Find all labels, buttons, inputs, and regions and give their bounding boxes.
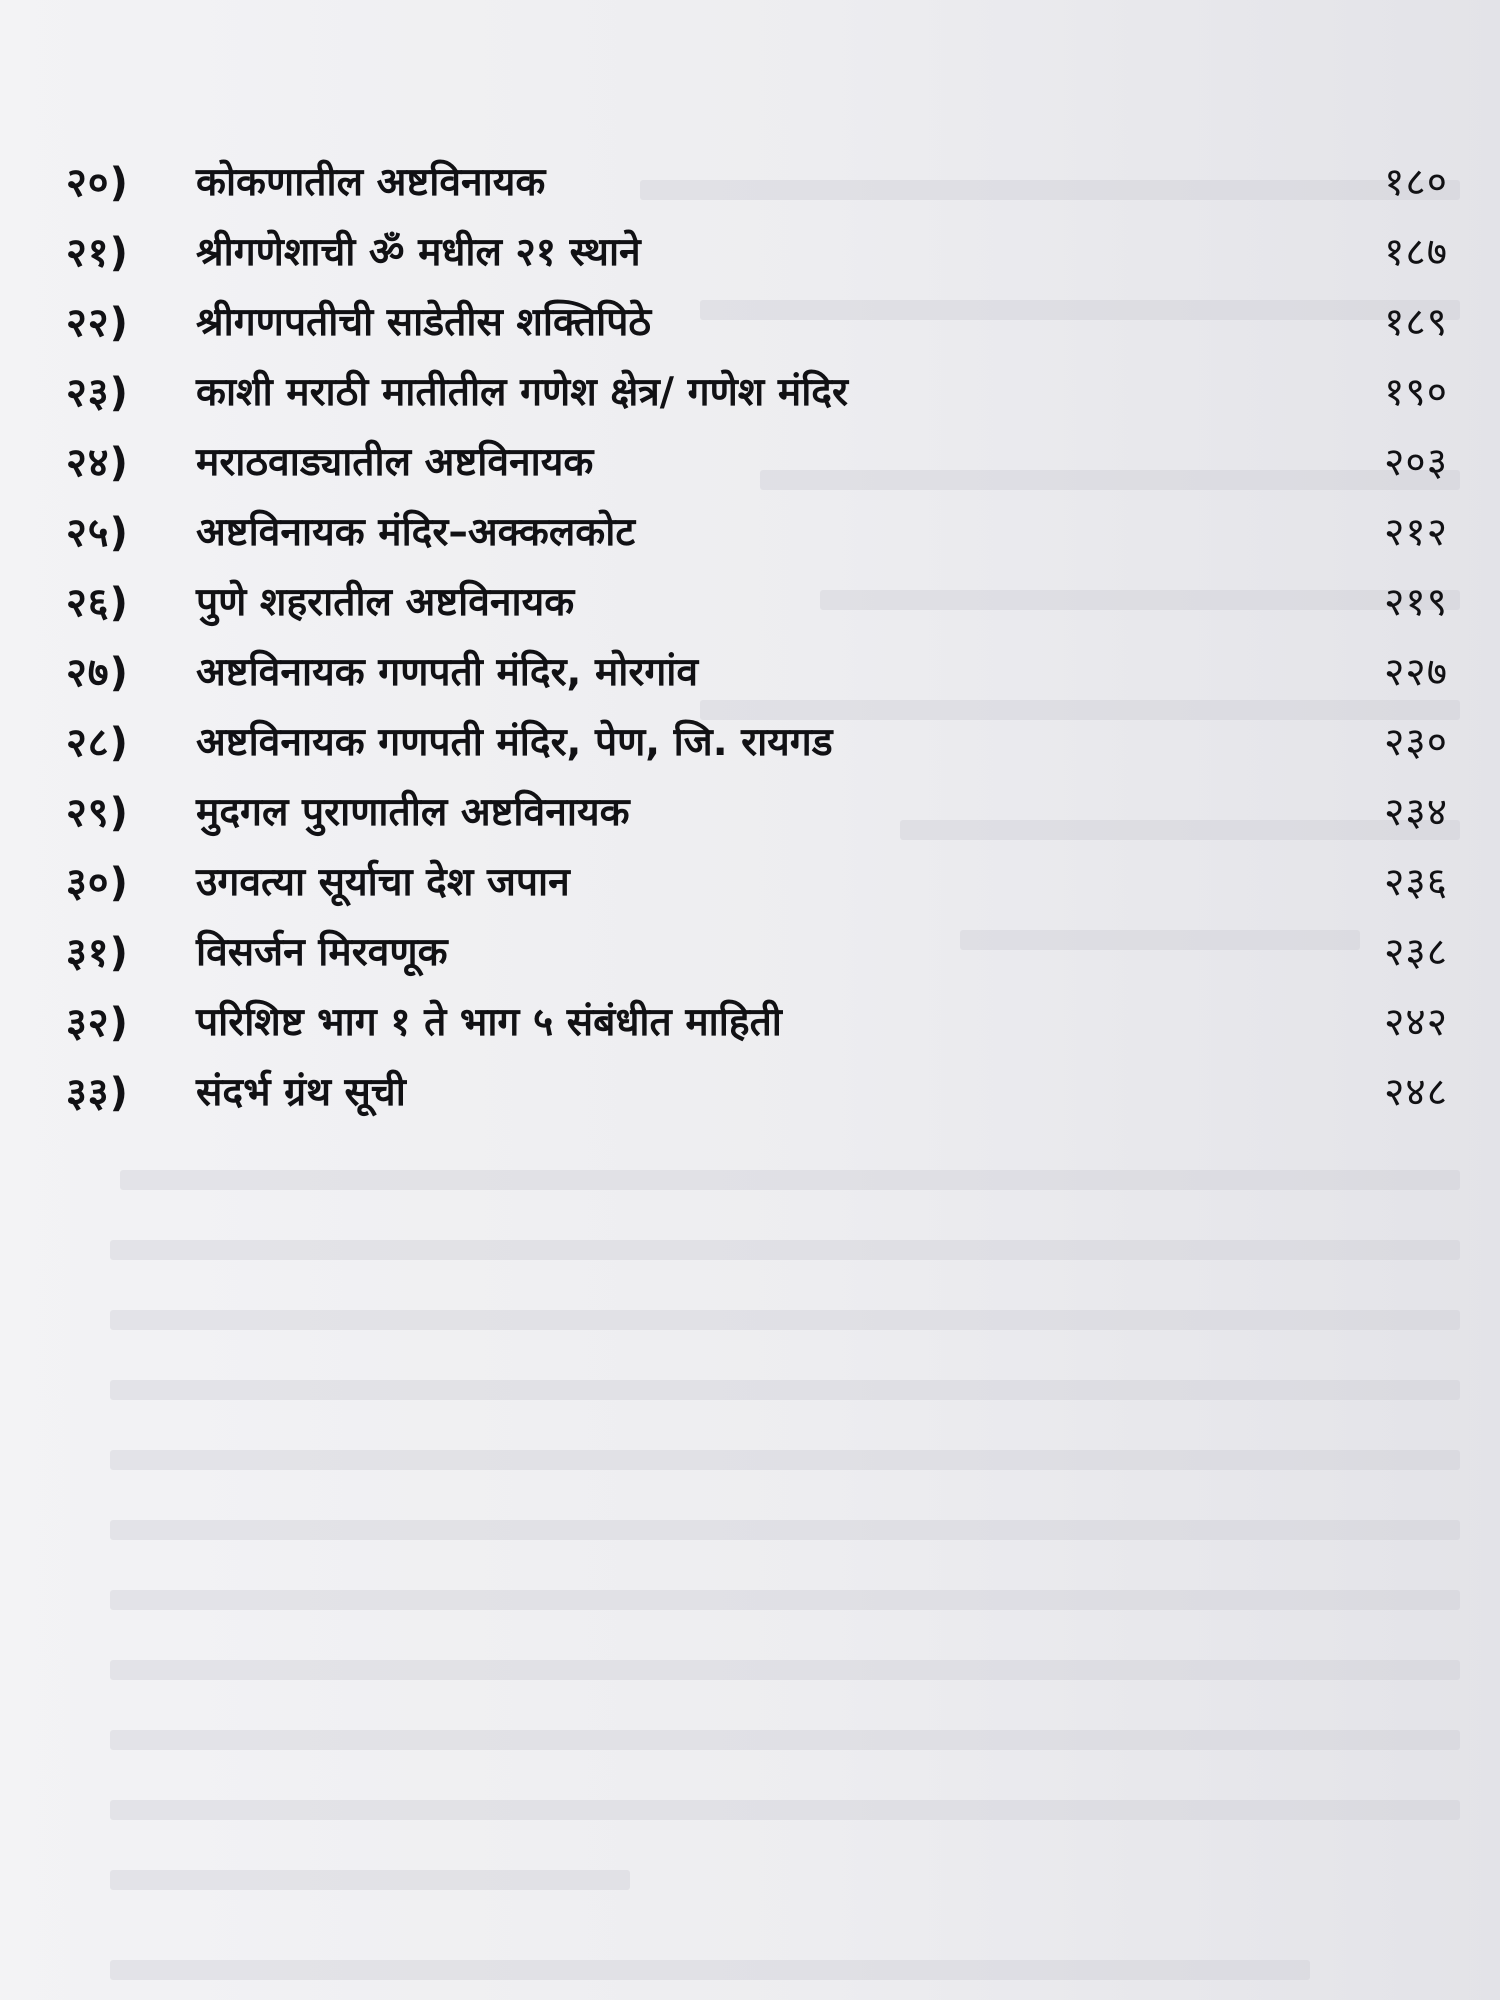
toc-entry-25[interactable] [0, 500, 1500, 570]
toc-entry-30[interactable] [0, 850, 1500, 920]
toc-entry-22[interactable] [0, 290, 1500, 360]
toc-entry-number: २५) [66, 510, 129, 556]
toc-entry-title: पुणे शहरातील अष्टविनायक [196, 580, 575, 625]
toc-entry-number: २८) [66, 720, 129, 766]
toc-entry-20[interactable] [0, 150, 1500, 220]
toc-entry-page: १८९ [1384, 300, 1448, 345]
toc-entry-page: १८७ [1384, 230, 1448, 275]
toc-entry-32[interactable] [0, 990, 1500, 1060]
toc-entry-title: संदर्भ ग्रंथ सूची [196, 1070, 406, 1115]
toc-entry-24[interactable] [0, 430, 1500, 500]
toc-entry-title: अष्टविनायक मंदिर–अक्कलकोट [196, 510, 635, 555]
toc-entry-title: काशी मराठी मातीतील गणेश क्षेत्र/ गणेश मंदिर [196, 370, 848, 415]
toc-entry-21[interactable] [0, 220, 1500, 290]
toc-entry-number: ३०) [66, 860, 129, 906]
toc-entry-page: २४८ [1384, 1070, 1448, 1115]
toc-entry-number: २३) [66, 370, 129, 416]
toc-entry-number: २४) [66, 440, 129, 486]
toc-entry-27[interactable] [0, 640, 1500, 710]
toc-entry-page: १८० [1384, 160, 1448, 205]
toc-entry-page: २३८ [1384, 930, 1448, 975]
toc-entry-title: परिशिष्ट भाग १ ते भाग ५ संबंधीत माहिती [196, 1000, 782, 1045]
toc-entry-page: २०३ [1384, 440, 1448, 485]
toc-entry-26[interactable] [0, 570, 1500, 640]
toc-entry-28[interactable] [0, 710, 1500, 780]
toc-entry-page: २३० [1384, 720, 1448, 765]
toc-entry-title: मुदगल पुराणातील अष्टविनायक [196, 790, 630, 835]
toc-entry-29[interactable] [0, 780, 1500, 850]
toc-entry-title: मराठवाड्यातील अष्टविनायक [196, 440, 594, 485]
toc-entry-number: २१) [66, 230, 129, 276]
toc-entry-number: २९) [66, 790, 129, 836]
toc-entry-page: २१९ [1384, 580, 1448, 625]
toc-entry-page: २१२ [1384, 510, 1448, 555]
toc-entry-number: २२) [66, 300, 129, 346]
toc-entry-title: अष्टविनायक गणपती मंदिर, पेण, जि. रायगड [196, 720, 833, 765]
toc-entry-title: उगवत्या सूर्याचा देश जपान [196, 860, 570, 905]
toc-entry-page: २२७ [1384, 650, 1448, 695]
toc-entry-title: श्रीगणेशाची ॐ मधील २१ स्थाने [196, 230, 641, 275]
toc-entry-page: १९० [1384, 370, 1448, 415]
toc-entry-31[interactable] [0, 920, 1500, 990]
toc-entry-title: अष्टविनायक गणपती मंदिर, मोरगांव [196, 650, 699, 695]
toc-entry-title: श्रीगणपतीची साडेतीस शक्तिपिठे [196, 300, 652, 345]
toc-entry-title: कोकणातील अष्टविनायक [196, 160, 546, 205]
toc-entry-page: २३४ [1384, 790, 1448, 835]
toc-entry-number: ३२) [66, 1000, 129, 1046]
toc-entry-33[interactable] [0, 1060, 1500, 1130]
toc-entry-23[interactable] [0, 360, 1500, 430]
toc-entry-title: विसर्जन मिरवणूक [196, 930, 448, 975]
toc-entry-page: २४२ [1384, 1000, 1448, 1045]
table-of-contents [0, 150, 1500, 1130]
toc-entry-page: २३६ [1384, 860, 1448, 905]
toc-entry-number: २७) [66, 650, 129, 696]
toc-entry-number: ३३) [66, 1070, 129, 1116]
toc-entry-number: ३१) [66, 930, 129, 976]
toc-entry-number: २६) [66, 580, 129, 626]
toc-entry-number: २०) [66, 160, 129, 206]
